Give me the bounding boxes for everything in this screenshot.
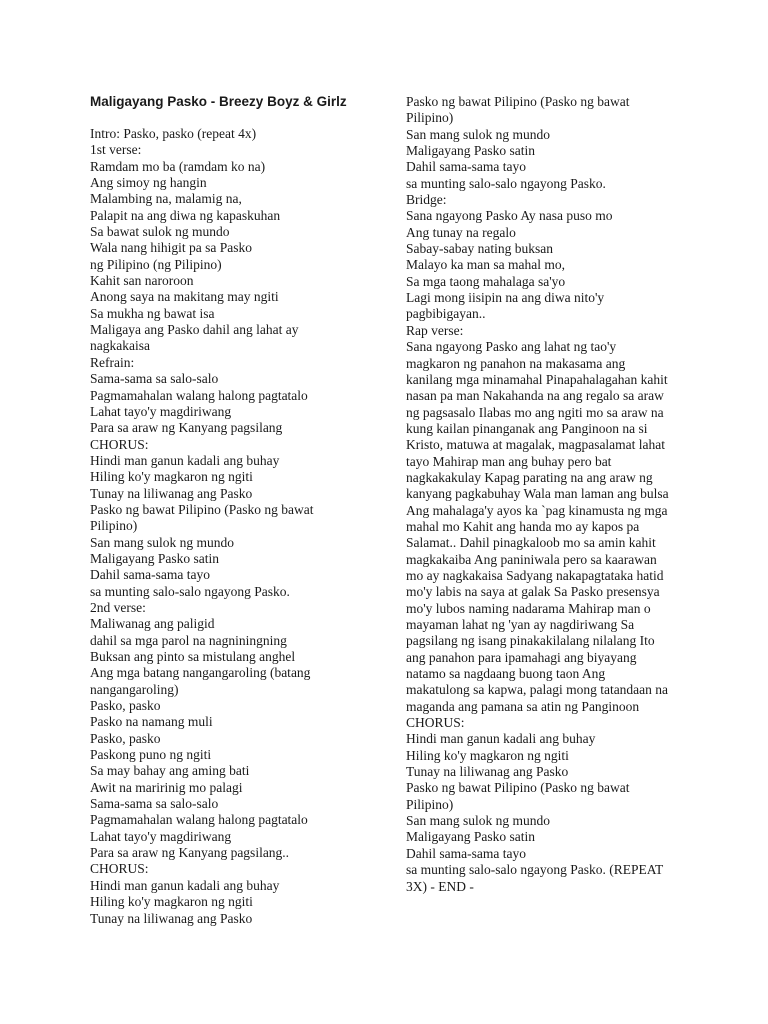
lyric-line: Wala nang hihigit pa sa Pasko [90,240,253,256]
lyric-line: Pasko, pasko [90,698,161,714]
lyric-line: Para sa araw ng Kanyang pagsilang.. [90,845,290,861]
lyric-line: Tunay na liliwanag ang Pasko [406,764,569,780]
lyric-line: Kristo, matuwa at magalak, magpasalamat lahat [406,437,666,453]
lyric-line: Para sa araw ng Kanyang pagsilang [90,420,283,436]
lyric-line: Awit na maririnig mo palagi [90,779,243,795]
lyric-line: mo'y labis na saya at galak Sa Pasko presensya [406,584,660,600]
lyric-line: 3X) - END - [406,878,474,894]
lyric-line: Bridge: [406,192,447,208]
lyric-line: San mang sulok ng mundo [406,126,550,142]
lyric-line: Lahat tayo'y magdiriwang [90,403,232,419]
lyric-line: kanyang pagkabuhay Wala man laman ang bulsa [406,486,669,502]
lyric-line: mo ay nagkakaisa Sadyang nakapagtataka hatid [406,567,664,583]
lyric-line: Buksan ang pinto sa mistulang anghel [90,649,296,664]
lyric-line: nangangaroling) [90,681,179,697]
lyric-line: dahil sa mga parol na nagniningning [90,632,287,648]
lyric-line: Tunay na liliwanag ang Pasko [90,485,253,501]
lyric-line: Malambing na, malamig na, [90,191,242,207]
lyric-line: sa munting salo-salo ngayong Pasko. (REPEAT [406,862,664,878]
lyric-line: Dahil sama-sama tayo [90,567,210,583]
lyric-line: CHORUS: [90,861,149,877]
lyric-line: CHORUS: [90,436,149,452]
lyric-line: maganda ang pamana sa atin ng Panginoon [406,698,640,714]
lyric-line: ng pagsasalo Ilabas mo ang ngiti mo sa araw na [406,404,664,420]
lyric-line: Sa mukha ng bawat isa [90,305,215,321]
left-lyrics [90,126,400,927]
lyric-line: Tunay na liliwanag ang Pasko [90,910,253,926]
lyric-line: Ang mga batang nangangaroling (batang [90,665,311,681]
lyric-line: Sa bawat sulok ng mundo [90,224,230,240]
lyric-line: Hiling ko'y magkaron ng ngiti [90,469,253,485]
lyric-line: magkakaiba Ang paniniwala pero sa kaarawan [406,551,657,567]
lyric-line: Paskong puno ng ngiti [90,747,212,763]
lyric-line: Pagmamahalan walang halong pagtatalo [90,387,308,403]
lyric-line: tayo Mahirap man ang buhay pero bat [406,453,612,469]
lyric-line: Sama-sama sa salo-salo [90,796,219,812]
lyric-line: Anong saya na makitang may ngiti [90,289,279,305]
lyric-line: Maligayang Pasko satin [90,550,219,566]
lyric-line: mayaman lahat ng 'yan ay nagdiriwang Sa [406,617,635,632]
lyric-line: Sa may bahay ang aming bati [90,763,250,779]
lyric-line: Sana ngayong Pasko Ay nasa puso mo [406,208,613,224]
lyric-line: Hindi man ganun kadali ang buhay [90,452,280,468]
lyric-line: Maligaya ang Pasko dahil ang lahat ay [90,322,299,338]
lyric-line: Malayo ka man sa mahal mo, [406,257,565,273]
lyric-line: Refrain: [90,354,135,370]
lyric-line: Lagi mong iisipin na ang diwa nito'y [406,290,605,306]
lyric-line: Pasko ng bawat Pilipino (Pasko ng bawat [90,501,314,517]
lyric-line: Pagmamahalan walang halong pagtatalo [90,812,308,828]
lyric-line: natamo sa nagdaang buong taon Ang [406,666,606,682]
lyric-line: Salamat.. Dahil pinagkaloob mo sa amin kahit [406,535,656,551]
lyric-line: Palapit na ang diwa ng kapaskuhan [90,207,281,223]
lyric-line: Maliwanag ang paligid [90,616,215,632]
lyric-line: Ang tunay na regalo [406,224,516,240]
lyric-line: Dahil sama-sama tayo [406,159,526,175]
lyric-line: 2nd verse: [90,599,146,615]
lyric-line: nagkakaisa [90,338,150,354]
lyric-line: Ang simoy ng hangin [90,175,207,191]
lyric-line: CHORUS: [406,715,465,731]
lyric-line: makatulong sa kapwa, palagi mong tatandaan na [406,682,669,698]
lyric-line: Hiling ko'y magkaron ng ngiti [90,894,253,910]
lyric-line: Pasko ng bawat Pilipino (Pasko ng bawat [406,780,630,796]
lyric-line: ng Pilipino (ng Pilipino) [90,256,222,272]
lyric-line: nagkakakulay Kapag parating na ang araw ng [406,469,653,485]
lyric-line: Dahil sama-sama tayo [406,845,526,861]
lyric-line: sa munting salo-salo ngayong Pasko. [90,583,290,599]
lyric-line: Ang mahalaga'y ayos ka `pag kinamusta ng mga [406,502,668,518]
lyric-line: nasan pa man Nakahanda na ang regalo sa araw [406,388,664,404]
lyric-line: kanilang mga minamahal Pinapahalagahan kahit [406,371,668,387]
lyric-line: Pasko ng bawat Pilipino (Pasko ng bawat [406,94,630,109]
lyric-line: Sabay-sabay nating buksan [406,241,553,257]
lyric-line: Hiling ko'y magkaron ng ngiti [406,747,569,763]
lyric-line: pagbibigayan.. [406,306,486,322]
lyric-line: kung kailan pinanganak ang Panginoon na si [406,420,648,436]
lyric-line: Rap verse: [406,322,464,338]
lyric-line: Pasko na namang muli [90,714,213,730]
lyric-line: Pilipino) [90,518,138,534]
lyric-line: Sana ngayong Pasko ang lahat ng tao'y [406,339,617,355]
lyric-line: Sama-sama sa salo-salo [90,371,219,387]
lyric-line: Maligayang Pasko satin [406,143,535,159]
lyric-line: Sa mga taong mahalaga sa'yo [406,273,566,289]
lyric-line: Kahit san naroroon [90,273,194,289]
lyric-line: mahal mo Kahit ang handa mo ay kapos pa [406,518,640,534]
lyric-line: sa munting salo-salo ngayong Pasko. [406,175,606,191]
lyric-line: Pasko, pasko [90,730,161,746]
lyric-line: San mang sulok ng mundo [90,534,234,550]
right-lyrics [406,94,706,895]
lyric-line: Lahat tayo'y magdiriwang [90,828,232,844]
lyric-line: ang panahon para ipamahagi ang biyayang [406,649,637,665]
document-title: Maligayang Pasko - Breezy Boyz & Girlz [90,94,347,109]
lyric-line: Ramdam mo ba (ramdam ko na) [90,158,266,174]
lyric-line: Maligayang Pasko satin [406,829,535,845]
left-column [90,94,400,927]
lyric-line: mo'y lubos naming nadarama Mahirap man o [406,600,651,616]
right-column [406,94,706,895]
lyric-line: 1st verse: [90,142,142,158]
lyric-line: Hindi man ganun kadali ang buhay [406,731,596,747]
lyric-line: Pilipino) [406,110,454,126]
lyric-line: pagsilang ng isang pinakakilalang nilalang Ito [406,633,655,649]
lyric-line: magkaron ng panahon na makasama ang [406,355,626,371]
lyric-line: Hindi man ganun kadali ang buhay [90,877,280,893]
lyric-line: Pilipino) [406,796,454,812]
lyric-line: San mang sulok ng mundo [406,813,550,829]
lyric-line: Intro: Pasko, pasko (repeat 4x) [90,126,257,141]
